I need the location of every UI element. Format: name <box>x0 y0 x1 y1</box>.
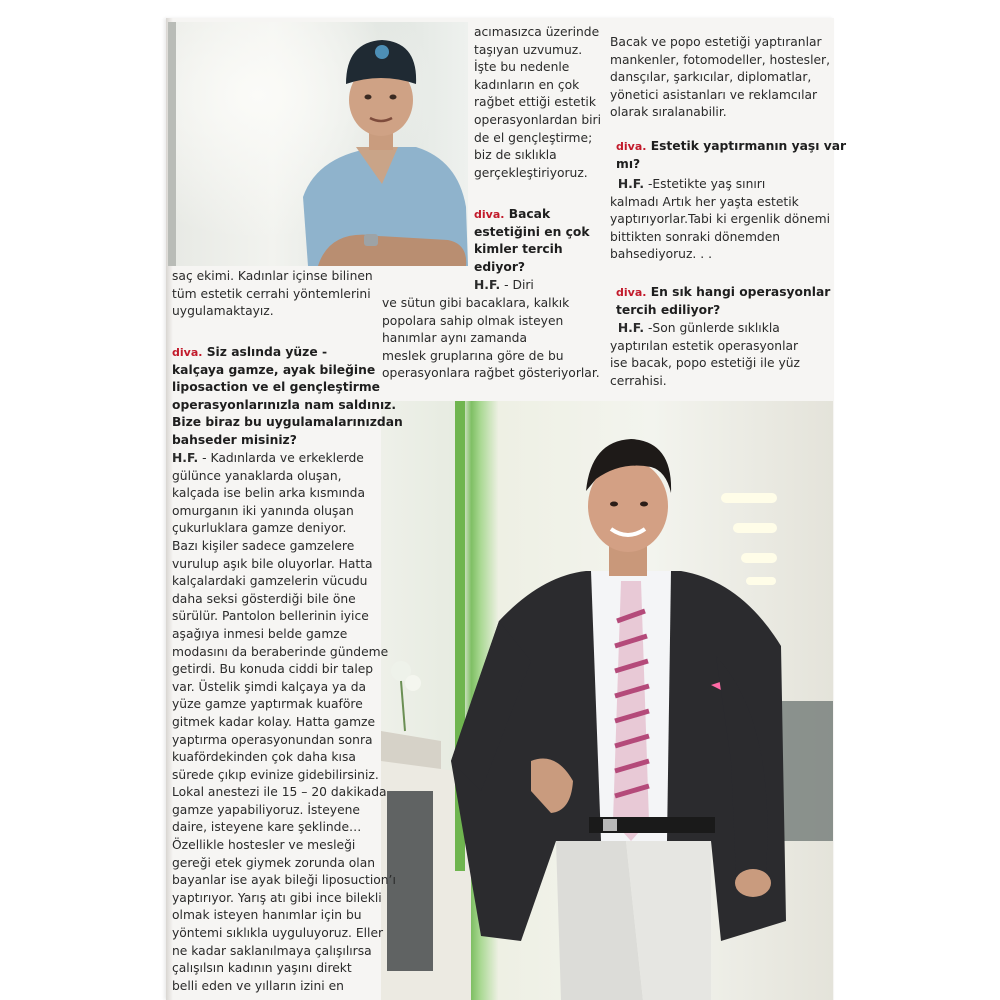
col1-intro <box>172 268 373 321</box>
answer-line: cerrahisi. <box>610 373 667 388</box>
answer-line: gitmek kadar kolay. Hatta gamze <box>172 714 376 729</box>
text-line: biz de sıklıkla <box>474 148 557 163</box>
answer-line: modasını da beraberinde gündeme <box>172 644 389 659</box>
answer-line: H.F. - Kadınlarda ve erkeklerde <box>172 451 364 465</box>
answer-line: meslek gruplarına göre de bu <box>382 348 564 363</box>
question-1 <box>172 344 403 450</box>
question-4 <box>616 284 830 319</box>
answer-line: olmak isteyen hanımlar için bu <box>172 908 362 923</box>
answer-3 <box>610 176 830 264</box>
answer-line: yaptırma operasyonundan sonra <box>172 732 373 747</box>
answer-1 <box>172 450 396 995</box>
question-line: operasyonlarınızla nam saldınız. <box>172 397 396 412</box>
answer-line: daire, isteyene kare şeklinde… <box>172 820 362 835</box>
answer-line: yüze gamze yaptırmak kuaföre <box>172 697 363 712</box>
question-line: estetiğini en çok <box>474 224 590 239</box>
answer-line: ne kadar saklanılmaya çalışılırsa <box>172 943 372 958</box>
answer-line: yaptırıyor. Yarış atı gibi ince bilekli <box>172 890 382 905</box>
answer-line: yaptırıyorlar.Tabi ki ergenlik dönemi <box>610 212 831 227</box>
question-line: diva. Bacak <box>474 207 551 221</box>
answer-line: yöntemi sıklıkla uyguluyoruz. Eller <box>172 926 384 941</box>
question-line: mı? <box>616 156 641 171</box>
speaker-label: H.F. <box>172 451 199 465</box>
question-3 <box>616 138 846 173</box>
surgeon-photo <box>168 22 468 266</box>
text-line: yönetici asistanları ve reklamcılar <box>610 87 818 102</box>
answer-line: ve sütun gibi bacaklara, kalkık <box>382 296 570 310</box>
answer-line: omurganın iki yanında oluşan <box>172 503 354 518</box>
answer-line: kalmadı Artık her yaşta estetik <box>610 194 799 209</box>
text-line: mankenler, fotomodeller, hostesler, <box>610 52 831 67</box>
surgeon-figure <box>168 22 468 266</box>
answer-2-first <box>474 277 534 295</box>
answer-line: çukurluklara gamze deniyor. <box>172 521 347 536</box>
answer-line: Özellikle hostesler ve mesleği <box>172 838 356 853</box>
answer-4 <box>610 320 800 390</box>
answer-line: sürede çıkıp evinize gidebilirsiniz. <box>172 767 379 782</box>
text-line: kadınların en çok <box>474 77 580 92</box>
text-line: de el gençleştirme; <box>474 130 593 145</box>
text-line: acımasızca üzerinde <box>474 25 600 39</box>
question-line: diva. Estetik yaptırmanın yaşı var <box>616 139 847 153</box>
text-line: Bacak ve popo estetiği yaptıranlar <box>610 35 822 49</box>
answer-line: Lokal anestezi ile 15 – 20 dakikada <box>172 785 387 800</box>
speaker-label: H.F. <box>474 278 501 292</box>
question-line: kalçaya gamze, ayak bileğine <box>172 362 376 377</box>
question-line: kimler tercih <box>474 242 563 257</box>
answer-line: H.F. -Son günlerde sıklıkla <box>617 321 780 335</box>
text-line: İşte bu nedenle <box>474 60 570 75</box>
answer-line: Bazı kişiler sadece gamzelere <box>172 538 355 553</box>
speaker-label: H.F. <box>617 177 645 191</box>
answer-line: getirdi. Bu konuda ciddi bir talep <box>172 662 374 677</box>
text-line: uygulamaktayız. <box>172 304 274 319</box>
text-line: gerçekleştiriyoruz. <box>474 165 588 180</box>
diva-label: diva. <box>172 346 203 359</box>
question-line: Bize biraz bu uygulamalarınızdan <box>172 415 403 430</box>
doctor-photo <box>381 401 833 1000</box>
answer-line: operasyonlara rağbet gösteriyorlar. <box>382 366 600 381</box>
answer-line: popolara sahip olmak isteyen <box>382 313 564 328</box>
answer-line: kalçada ise belin arka kısmında <box>172 486 366 501</box>
question-2 <box>474 206 590 276</box>
doctor-figure <box>381 401 833 1000</box>
question-line: tercih ediliyor? <box>616 302 721 317</box>
answer-line: belli eden ve yılların izini en <box>172 978 344 993</box>
text-line: operasyonlardan biri <box>474 112 602 127</box>
question-line: bahseder misiniz? <box>172 432 297 447</box>
answer-line: çalışılsın kadının yaşını direkt <box>172 961 352 976</box>
answer-line: vurulup aşık bile oluyorlar. Hatta <box>172 556 373 571</box>
question-line: diva. En sık hangi operasyonlar <box>616 285 831 299</box>
answer-line: sürülür. Pantolon bellerinin iyice <box>172 609 369 624</box>
question-line: ediyor? <box>474 259 526 274</box>
answer-line: var. Üstelik şimdi kalçaya ya da <box>172 679 367 694</box>
answer-line: hanımlar aynı zamanda <box>382 331 528 346</box>
answer-line: aşağıya inmesi belde gamze <box>172 626 348 641</box>
answer-line: bayanlar ise ayak bileği liposuction’ı <box>172 873 396 888</box>
text-line: olarak sıralanabilir. <box>610 105 727 120</box>
answer-line: gülünce yanaklarda oluşan, <box>172 468 342 483</box>
diva-label: diva. <box>616 286 647 299</box>
col2-intro <box>474 24 601 182</box>
answer-line: ise bacak, popo estetiği ile yüz <box>610 356 801 371</box>
answer-line: bahsediyoruz. . . <box>610 247 712 262</box>
answer-line: H.F. -Estetikte yaş sınırı <box>617 177 766 191</box>
text-line: taşıyan uzvumuz. <box>474 42 583 57</box>
answer-line: gereği etek giymek zorunda olan <box>172 855 376 870</box>
diva-label: diva. <box>616 140 647 153</box>
col3-intro <box>610 34 830 122</box>
diva-label: diva. <box>474 208 505 221</box>
text-line: tüm estetik cerrahi yöntemlerini <box>172 286 371 301</box>
text-line: dansçılar, şarkıcılar, diplomatlar, <box>610 70 812 85</box>
answer-line: H.F. - Diri <box>474 278 534 292</box>
answer-line: daha seksi gösterdiği bile öne <box>172 591 356 606</box>
answer-line: gamze yapabiliyoruz. İsteyene <box>172 802 361 817</box>
answer-line: kalçalardaki gamzelerin vücudu <box>172 574 368 589</box>
speaker-label: H.F. <box>617 321 645 335</box>
text-line: rağbet ettiği estetik <box>474 95 596 110</box>
answer-line: kuafördekinden çok daha kısa <box>172 750 356 765</box>
text-line: saç ekimi. Kadınlar içinse bilinen <box>172 269 373 283</box>
answer-line: yaptırılan estetik operasyonlar <box>610 338 799 353</box>
question-line: liposaction ve el gençleştirme <box>172 380 381 395</box>
question-line: diva. Siz aslında yüze - <box>172 345 328 359</box>
answer-2 <box>382 295 600 383</box>
answer-line: bittikten sonraki dönemden <box>610 229 781 244</box>
